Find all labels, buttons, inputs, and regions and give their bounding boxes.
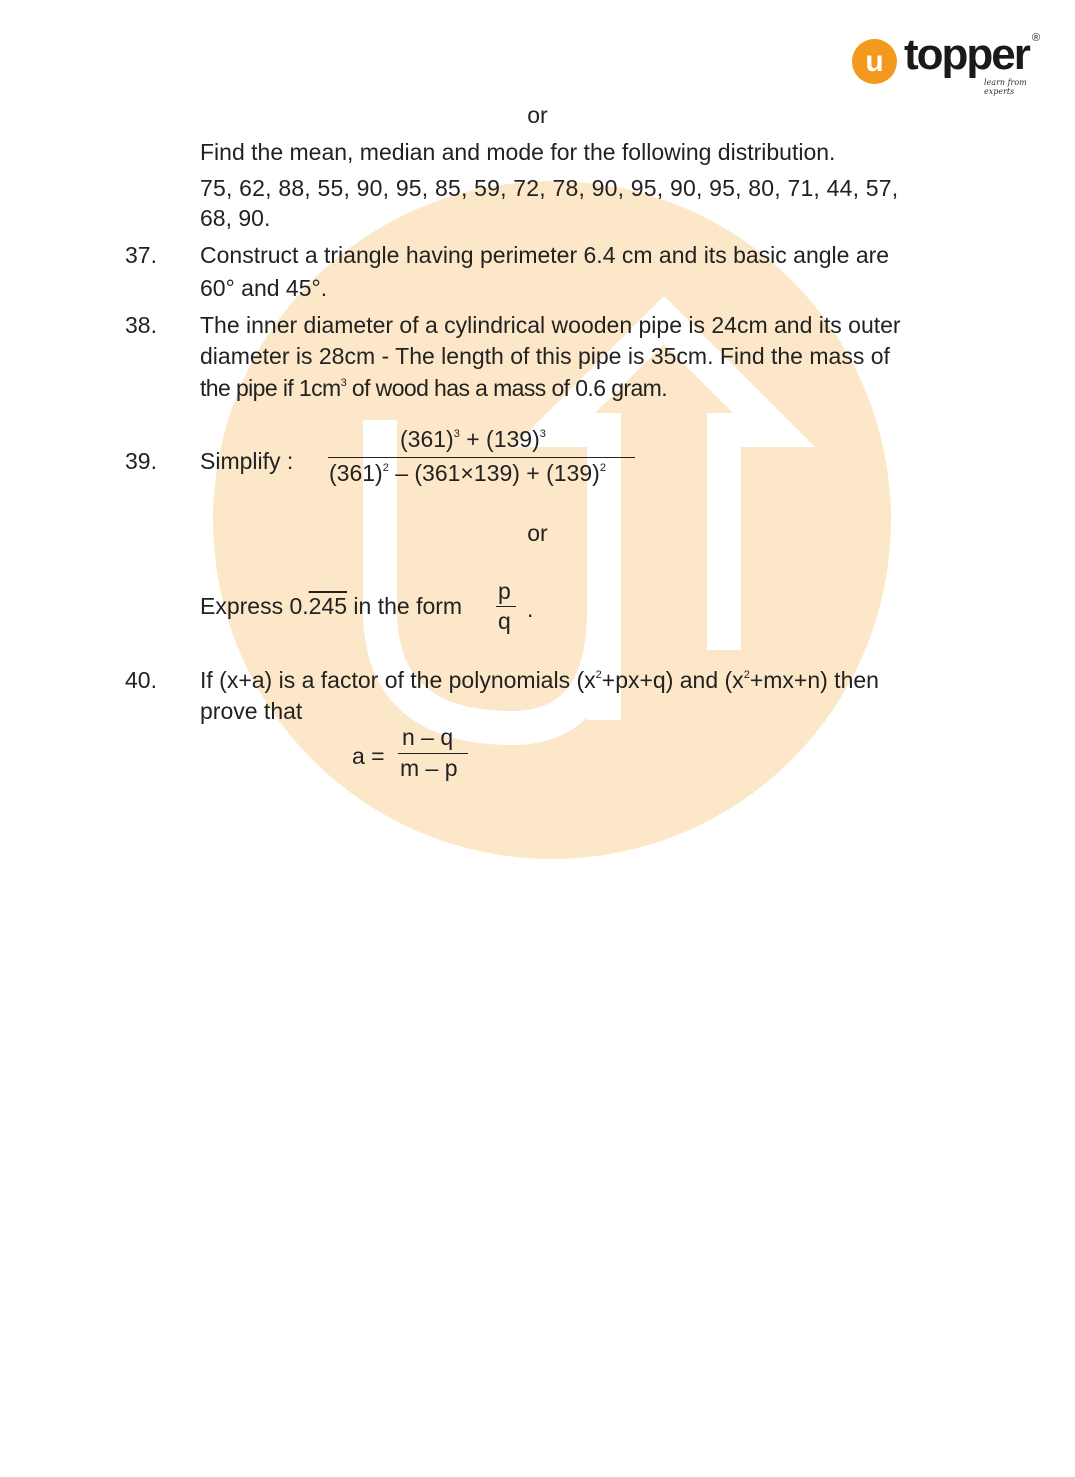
or-separator-1: or <box>527 102 548 128</box>
q40-line-1-part-2: +px+q) and (x <box>601 667 744 693</box>
q39-denominator <box>329 458 606 489</box>
q40-line-1-part-1: If (x+a) is a factor of the polynomials (x <box>200 667 596 693</box>
q38-number: 38. <box>125 312 157 338</box>
q38-line-3-end: of wood has a mass of 0.6 gram. <box>346 375 667 401</box>
or-separator-2: or <box>527 520 548 546</box>
q39-den-term-2: – (361×139) + (139) <box>388 460 600 486</box>
q39-frac-q: q <box>498 608 511 634</box>
q39-recurring-digits: 245 <box>308 593 348 619</box>
q39-alt-suffix: in the form <box>347 593 463 619</box>
q40-square-sup-1: 2 <box>595 669 602 681</box>
brand-logo <box>852 30 1047 96</box>
q40-number: 40. <box>125 667 157 693</box>
q39-den-sup-2: 2 <box>599 462 606 474</box>
q39-number: 39. <box>125 448 157 474</box>
q37-line-1: Construct a triangle having perimeter 6.4 cm and its basic angle are <box>200 242 890 268</box>
q39-num-term-1: (361) <box>400 426 454 452</box>
q36-alt-line-2: 75, 62, 88, 55, 90, 95, 85, 59, 72, 78, 90, 95, 90, 95, 80, 71, 44, 57, <box>200 175 899 201</box>
registered-mark: ® <box>1032 32 1041 44</box>
q39-num-term-2: + (139) <box>459 426 540 452</box>
logo-wordmark: topper <box>904 30 1029 79</box>
q40-equation-lhs: a = <box>352 743 385 769</box>
q39-num-sup-1: 3 <box>453 428 460 440</box>
q36-alt-line-1: Find the mean, median and mode for the following distribution. <box>200 139 836 165</box>
q40-equation-numerator: n – q <box>402 724 454 750</box>
q39-numerator <box>400 424 546 455</box>
q38-line-3-start: the pipe if 1cm <box>200 375 341 401</box>
q39-den-sup-1: 2 <box>382 462 389 474</box>
q37-number: 37. <box>125 242 157 268</box>
logo-tagline: learn from experts <box>984 78 1027 96</box>
q40-line-2: prove that <box>200 698 303 724</box>
q39-alt-period: . <box>527 596 534 622</box>
q39-den-term-1: (361) <box>329 460 383 486</box>
q39-frac-p: p <box>498 578 511 604</box>
q37-line-2: 60° and 45°. <box>200 275 328 301</box>
logo-u-icon: u <box>852 39 897 84</box>
q38-cube-superscript: 3 <box>340 377 347 389</box>
q39-alt-prefix: Express 0. <box>200 593 309 619</box>
q39-num-sup-2: 3 <box>539 428 546 440</box>
q40-square-sup-2: 2 <box>743 669 750 681</box>
q39-simplify-label: Simplify : <box>200 448 294 474</box>
q40-equation-denominator: m – p <box>400 755 458 781</box>
q40-line-1-part-3: +mx+n) then <box>749 667 879 693</box>
q38-line-2: diameter is 28cm - The length of this pipe is 35cm. Find the mass of <box>200 343 890 369</box>
q36-alt-line-3: 68, 90. <box>200 205 271 231</box>
q39-alt-text <box>200 591 462 622</box>
q38-line-1: The inner diameter of a cylindrical wooden pipe is 24cm and its outer <box>200 312 901 338</box>
q40-line-1 <box>200 665 952 696</box>
q38-line-3 <box>200 373 952 404</box>
